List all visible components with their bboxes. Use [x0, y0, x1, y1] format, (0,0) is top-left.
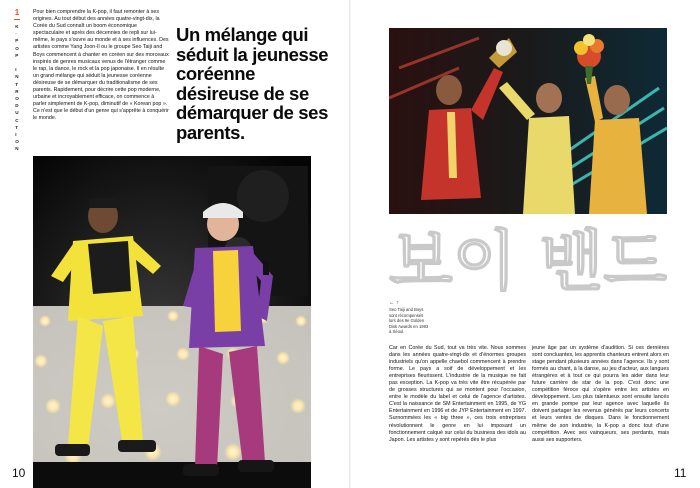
- rail-letter: [15, 59, 19, 66]
- rail-letter: P: [15, 38, 19, 44]
- body-column-2: jeune âge par un système d'audition. Si ces dernières sont concluantes, les apprentis chanteurs entrent alors en stage pendant plusieurs années dans l'agence. Ils y sont formés au chant, à la danse, au jeu d'acteur, aux langues étrangères et à tout ce qui pourra les aider dans leur future carrière de star de la pop. C'est donc une compétition féroce qui s'opère entre les artistes en développement. Les plus talentueux sont ensuite lancés en grande pompe par leur agence avec laquelle ils doivent partager les revenus générés par leurs concerts et leurs ventes de disques. Dans le fonctionnement même de son industrie, la K-pop a donc tout d'une compétition. Avec ses vainqueurs, ses perdants, mais aussi ses supporters.: [532, 345, 669, 443]
- rail-letter: O: [15, 139, 19, 145]
- award-photo-right: [389, 28, 667, 214]
- rail-letter: C: [15, 117, 19, 123]
- page-number-right: 11: [674, 466, 687, 480]
- rail-letter: T: [15, 124, 19, 130]
- photo-caption: [389, 300, 429, 335]
- rail-letter: D: [15, 103, 19, 109]
- headline: Un mélange qui séduit la jeunesse coréenne désireuse de se démarquer de ses parents.: [176, 24, 329, 143]
- hangul-outline-title: [389, 222, 667, 292]
- caption-text: Seo Taiji and Boys sont récompensés lors des 9e Golden Disk Awards en 1993 à Séoul.: [389, 307, 429, 335]
- rail-letter: -: [15, 31, 17, 37]
- caption-arrows: ← ↑: [389, 300, 399, 306]
- rail-letter: P: [15, 52, 19, 58]
- intro-paragraph: Pour bien comprendre la K-pop, il faut remonter à ses origines. Au tout début des années quatre-vingt-dix, la Corée du Sud connaît un boom économique spectaculaire et après des décennies de repli sur lui-même, le pays s'ouvre au monde et à ses influences. Des artistes comme Yang Joon-Il ou le groupe Seo Taiji and Boys commencent à chanter en coréen sur des morceaux inspirés de genres musicaux venus de l'étranger comme le rap, la dance, le rock et la pop japonaise. Il en résulte un grand mélange qui séduit la jeunesse coréenne désireuse de se démarquer du traditionalisme de ses parents. Rapidement, pour décrire cette pop moderne, urbaine et incroyablement efficace, on commence à parler simplement de K-pop, diminutif de « Korean pop ». Ce n'est que le début d'un genre qui s'apprête à conquérir le monde.: [33, 9, 169, 122]
- chapter-number: 1: [14, 8, 20, 17]
- page-number-left: 10: [12, 466, 26, 480]
- rail-letter: I: [15, 132, 17, 138]
- rail-letter: T: [15, 81, 19, 87]
- rail-letter: O: [15, 45, 19, 51]
- rail-letter: N: [15, 74, 19, 80]
- page-gutter: [349, 0, 351, 488]
- rail-letter: U: [15, 110, 19, 116]
- rail-letter: O: [15, 96, 19, 102]
- chapter-rail: [12, 8, 22, 153]
- body-column-1: Car en Corée du Sud, tout va très vite. Nous sommes dans les années quatre-vingt-dix et d'énormes groupes industriels qu'on appelle chaebol commencent à prendre forme. Le pays a soif de développement et les entreprises fleurissent. L'industrie de la musique ne fait pas exception. La K-pop va très vite être récupérée par de grosses structures qui se montent pour l'occasion, entre le modèle du label et celui de l'agence d'artistes. C'est la naissance de SM Entertainment en 1995, de YG Entertainment en 1996 et de JYP Entertainment en 1997. Surnommées les « big three », ces trois entreprises révolutionnent le genre en lui imposant un fonctionnement calqué sur celui du business des idols au Japon. Les artistes y sont repérés dès le plus: [389, 345, 526, 443]
- rail-letter: N: [15, 146, 19, 152]
- hangul-title-text: 보이 밴드: [389, 223, 667, 292]
- concert-photo-left: [33, 156, 311, 488]
- chapter-rule: [14, 19, 20, 20]
- rail-letter: I: [15, 67, 17, 73]
- rail-title: [15, 23, 19, 153]
- rail-letter: K: [15, 24, 19, 29]
- rail-letter: R: [15, 88, 19, 94]
